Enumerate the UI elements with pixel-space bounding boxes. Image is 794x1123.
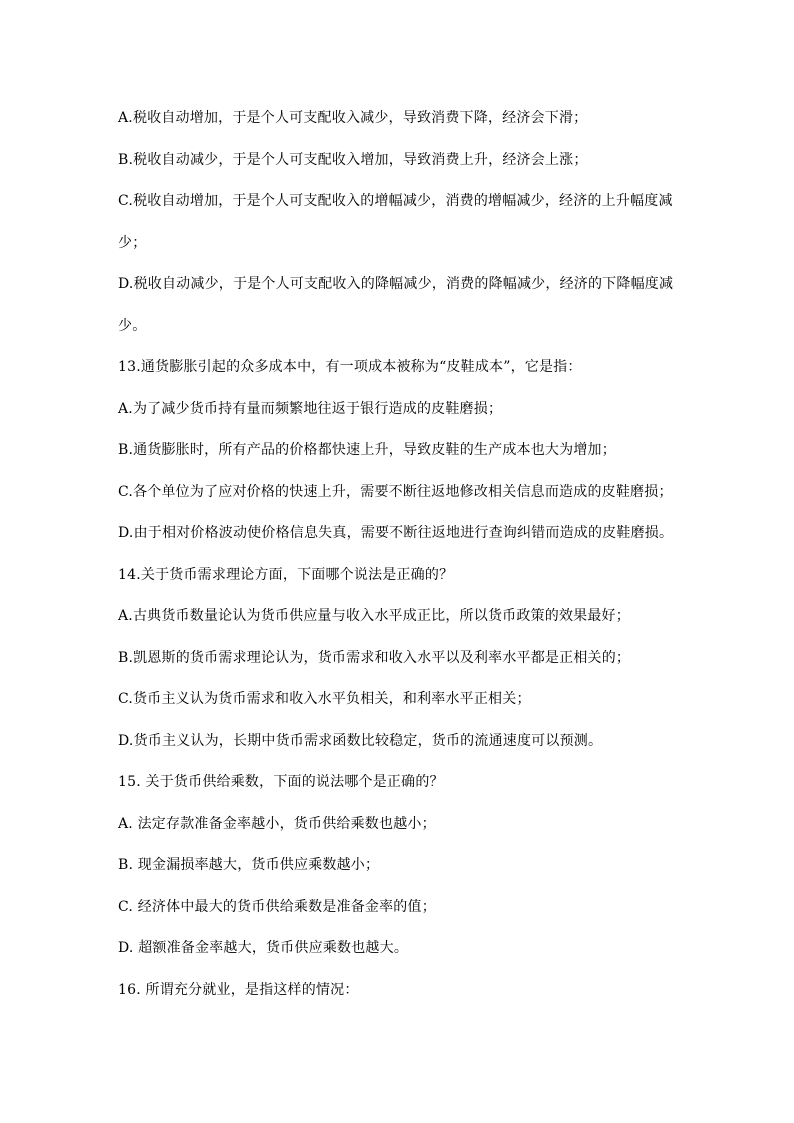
- option-text-line: A. 法定存款准备金率越小，货币供给乘数也越小；: [118, 816, 436, 832]
- question-text-line: 13.通货膨胀引起的众多成本中，有一项成本被称为“皮鞋成本”，它是指：: [118, 359, 582, 375]
- option-text-line: D. 超额准备金率越大，货币供应乘数也越大。: [118, 940, 409, 956]
- option-text-line: A.税收自动增加，于是个人可支配收入减少，导致消费下降，经济会下滑；: [118, 110, 588, 126]
- question-text-line: 16. 所谓充分就业，是指这样的情况：: [118, 982, 359, 998]
- option-text-line: C.货币主义认为货币需求和收入水平负相关，和利率水平正相关；: [118, 691, 531, 707]
- option-text-line: 少；: [118, 235, 147, 251]
- option-text-line: A.为了减少货币持有量而频繁地往返于银行造成的皮鞋磨损；: [118, 401, 503, 417]
- option-text-line: B.税收自动减少，于是个人可支配收入增加，导致消费上升，经济会上涨；: [118, 152, 588, 168]
- option-text-line: B.凯恩斯的货币需求理论认为，货币需求和收入水平以及利率水平都是正相关的；: [118, 650, 631, 666]
- question-text-line: 14.关于货币需求理论方面，下面哪个说法是正确的？: [118, 567, 454, 583]
- option-text-line: 少。: [118, 318, 147, 334]
- option-text-line: B. 现金漏损率越大，货币供应乘数越小；: [118, 857, 380, 873]
- option-text-line: C.各个单位为了应对价格的快速上升，需要不断往返地修改相关信息而造成的皮鞋磨损；: [118, 484, 673, 500]
- option-text-line: C.税收自动增加，于是个人可支配收入的增幅减少，消费的增幅减少，经济的上升幅度减: [118, 193, 673, 209]
- option-text-line: D.货币主义认为，长期中货币需求函数比较稳定，货币的流通速度可以预测。: [118, 733, 603, 749]
- option-text-line: D.由于相对价格波动使价格信息失真，需要不断往返地进行查询纠错而造成的皮鞋磨损。: [118, 525, 674, 541]
- option-text-line: D.税收自动减少，于是个人可支配收入的降幅减少，消费的降幅减少，经济的下降幅度减: [118, 276, 674, 292]
- option-text-line: B.通货膨胀时，所有产品的价格都快速上升，导致皮鞋的生产成本也大为增加；: [118, 442, 616, 458]
- option-text-line: A.古典货币数量论认为货币供应量与收入水平成正比，所以货币政策的效果最好；: [118, 608, 630, 624]
- option-text-line: C. 经济体中最大的货币供给乘数是准备金率的值；: [118, 899, 436, 915]
- question-text-line: 15. 关于货币供给乘数，下面的说法哪个是正确的？: [118, 774, 444, 790]
